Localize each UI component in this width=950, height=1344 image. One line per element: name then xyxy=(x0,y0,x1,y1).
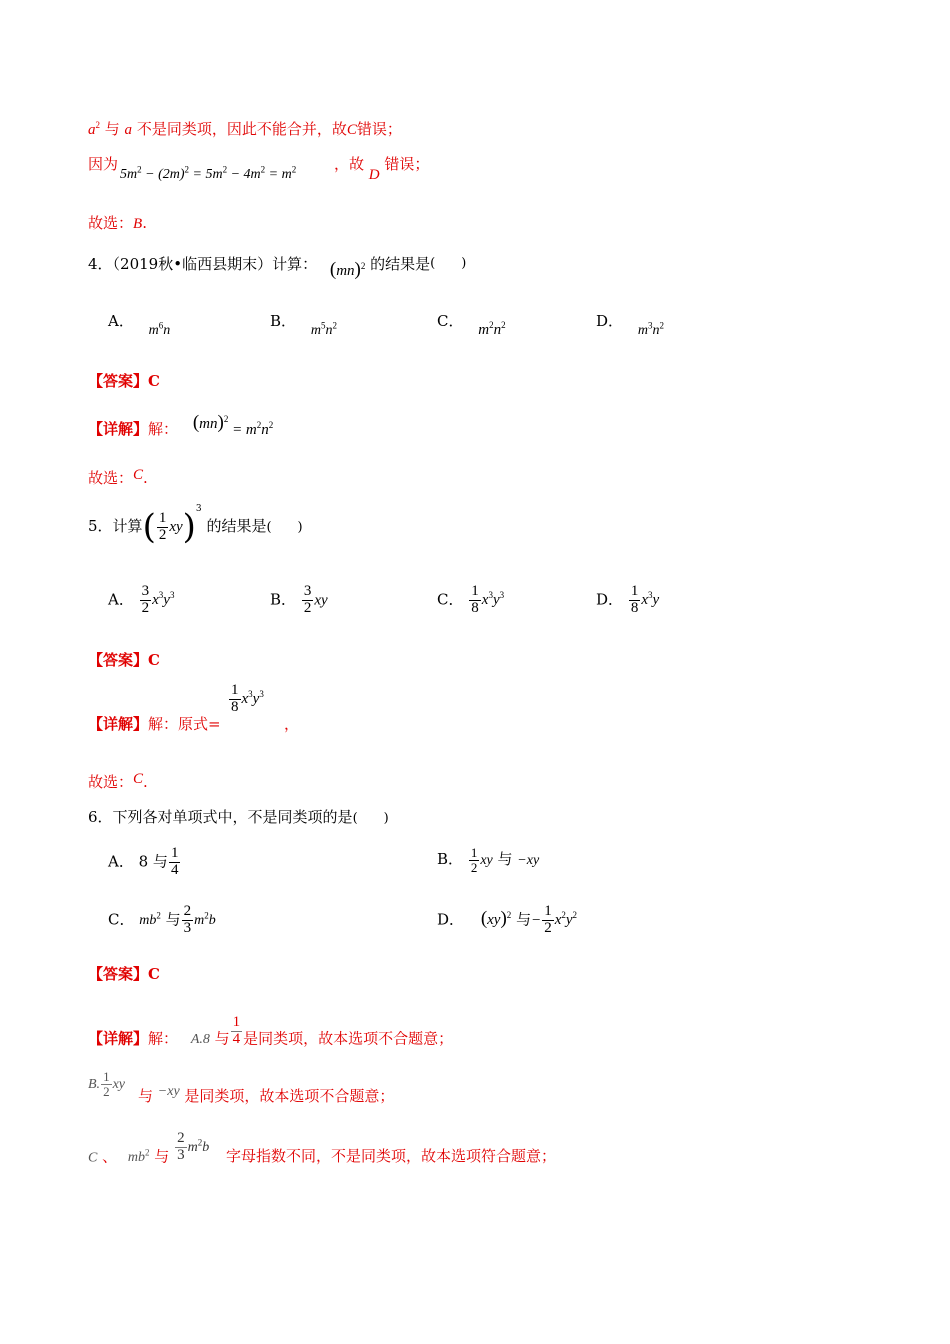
q5-option-c-label: C． xyxy=(437,590,464,609)
q6-blank: ( ) xyxy=(352,811,389,826)
q6-detail-text: 解： xyxy=(148,1029,179,1048)
q5-option-c: C． $\frac{1}{8}$ $x^3y^3$ xyxy=(437,583,505,616)
q4-option-d-label: D． xyxy=(596,312,624,330)
q4-conclusion-choice: C xyxy=(133,467,144,483)
prev-d-formula: $5m^2 - (2m)^2 = 5m^2 - 4m^2 = m^2$ xyxy=(120,164,297,182)
q4-detail: 【详解】解： $(mn)^2 = m^2n^2$ xyxy=(88,412,274,438)
q5-detail-text: 解：原式= xyxy=(148,715,221,733)
q6-detail-a-text: 是同类项，故本选项不合题意； xyxy=(243,1029,454,1048)
q6-option-b: B． $\frac{1}{2}$ xy 与 −xy xyxy=(437,845,540,875)
q4-tail: 的结果是 xyxy=(370,255,431,273)
q4-detail-tag: 【详解】 xyxy=(88,420,149,438)
q4-expr: (mn)$^2$ xyxy=(329,259,366,280)
prev-d-prefix: 因为 xyxy=(88,155,119,173)
q4-conclusion xyxy=(88,467,148,488)
q6-detail-tag: 【详解】 xyxy=(88,1029,149,1048)
q5-stem: 5．计算( $\frac{1}{2}$ xy)$^3$ 的结果是( ) xyxy=(88,504,303,547)
prev-solution-line-c: $a^2$ 与 a 不是同类项，因此不能合并，故C错误； xyxy=(88,120,402,138)
q5-option-b-label: B． xyxy=(270,590,297,609)
q5-stem-text: 计算 xyxy=(112,517,143,535)
q6-detail-c: C 、 $mb^2$ 与 $\frac{2}{3}$ $m^2b$ 字母指数不同，不是同类项，故本选项符合题意； xyxy=(88,1130,556,1166)
q6-detail-a: 【详解】解： A.8 与 $\frac{1}{4}$ 是同类项，故本选项不合题意； xyxy=(88,1014,454,1048)
q5-option-b: B． $\frac{3}{2}$ xy xyxy=(270,583,328,616)
q6-option-b-label: B． xyxy=(437,850,464,869)
q4-option-c: C． $m^2n^2$ xyxy=(437,312,506,338)
q4-option-c-label: C． xyxy=(437,312,464,330)
q5-detail xyxy=(88,713,221,734)
q5-option-d-label: D． xyxy=(596,590,624,609)
q5-option-a: A． $\frac{3}{2}$ $x^3y^3$ xyxy=(108,583,175,616)
q6-stem xyxy=(88,806,389,827)
prev-answer-prefix: 故选： xyxy=(88,214,134,232)
q6-number: 6． xyxy=(88,808,113,826)
q5-tail: 的结果是 xyxy=(206,517,267,535)
q5-detail-tag: 【详解】 xyxy=(88,715,149,733)
q4-stem xyxy=(88,253,467,280)
q6-option-c: C． $mb^2$ 与 $\frac{2}{3}$ $m^2b$ xyxy=(108,903,216,936)
q4-option-b: B． $m^5n^2$ xyxy=(270,312,337,338)
q6-option-d-label: D． xyxy=(437,910,465,929)
q5-conclusion-choice: C xyxy=(133,771,144,787)
q5-conclusion-prefix: 故选： xyxy=(88,773,134,791)
q4-detail-text: 解： xyxy=(148,420,179,438)
q6-detail-b-tail: 与 −xy 是同类项，故本选项不合题意； xyxy=(138,1084,395,1105)
q4-stem-text: 计算： xyxy=(272,255,318,273)
q4-conclusion-prefix: 故选： xyxy=(88,469,134,487)
q4-number: 4． xyxy=(88,255,113,273)
q4-answer: 【答案】C xyxy=(88,372,160,390)
q4-source: （2019秋•临西县期末） xyxy=(112,255,273,273)
q5-conclusion xyxy=(88,771,148,792)
prev-solution-line-d xyxy=(88,153,118,174)
q4-option-d: D． $m^3n^2$ xyxy=(596,312,664,338)
q6-stem-text: 下列各对单项式中，不是同类项的是 xyxy=(112,808,353,826)
q5-option-a-label: A． xyxy=(108,590,134,609)
q6-option-d: D． (xy)$^2$ 与− $\frac{1}{2}$ $x^2y^2$ xyxy=(437,903,578,936)
prev-answer-choice: B xyxy=(133,216,143,232)
q4-option-b-label: B． xyxy=(270,312,297,330)
q6-option-a: A． 8 与 $\frac{1}{4}$ xyxy=(108,845,179,878)
q5-conclusion-end: . xyxy=(143,773,148,791)
prev-answer xyxy=(88,212,147,233)
prev-answer-end: . xyxy=(142,214,147,232)
q6-option-a-label: A． xyxy=(108,852,134,871)
q5-number: 5． xyxy=(88,517,113,535)
q4-option-a: A． $m^6n$ xyxy=(108,312,171,338)
q4-option-a-label: A． xyxy=(108,312,134,330)
prev-d-suffix: ，故 D 错误； xyxy=(334,155,430,183)
q6-option-c-label: C． xyxy=(108,910,135,929)
q4-conclusion-end: . xyxy=(143,469,148,487)
q6-answer: 【答案】C xyxy=(88,965,160,983)
q4-blank: ( ) xyxy=(430,256,467,271)
q5-option-d: D． $\frac{1}{8}$ $x^3y$ xyxy=(596,583,660,616)
q6-detail-c-text: 字母指数不同，不是同类项，故本选项符合题意； xyxy=(225,1147,556,1166)
q5-detail-formula: $\frac{1}{8}$ $x^3y^3$ xyxy=(231,682,264,715)
q5-detail-end: ， xyxy=(284,715,300,733)
q5-answer: 【答案】C xyxy=(88,651,160,669)
q6-detail-b: B. $\frac{1}{2}$ xy xyxy=(88,1069,125,1099)
q5-blank: ( ) xyxy=(266,520,303,535)
